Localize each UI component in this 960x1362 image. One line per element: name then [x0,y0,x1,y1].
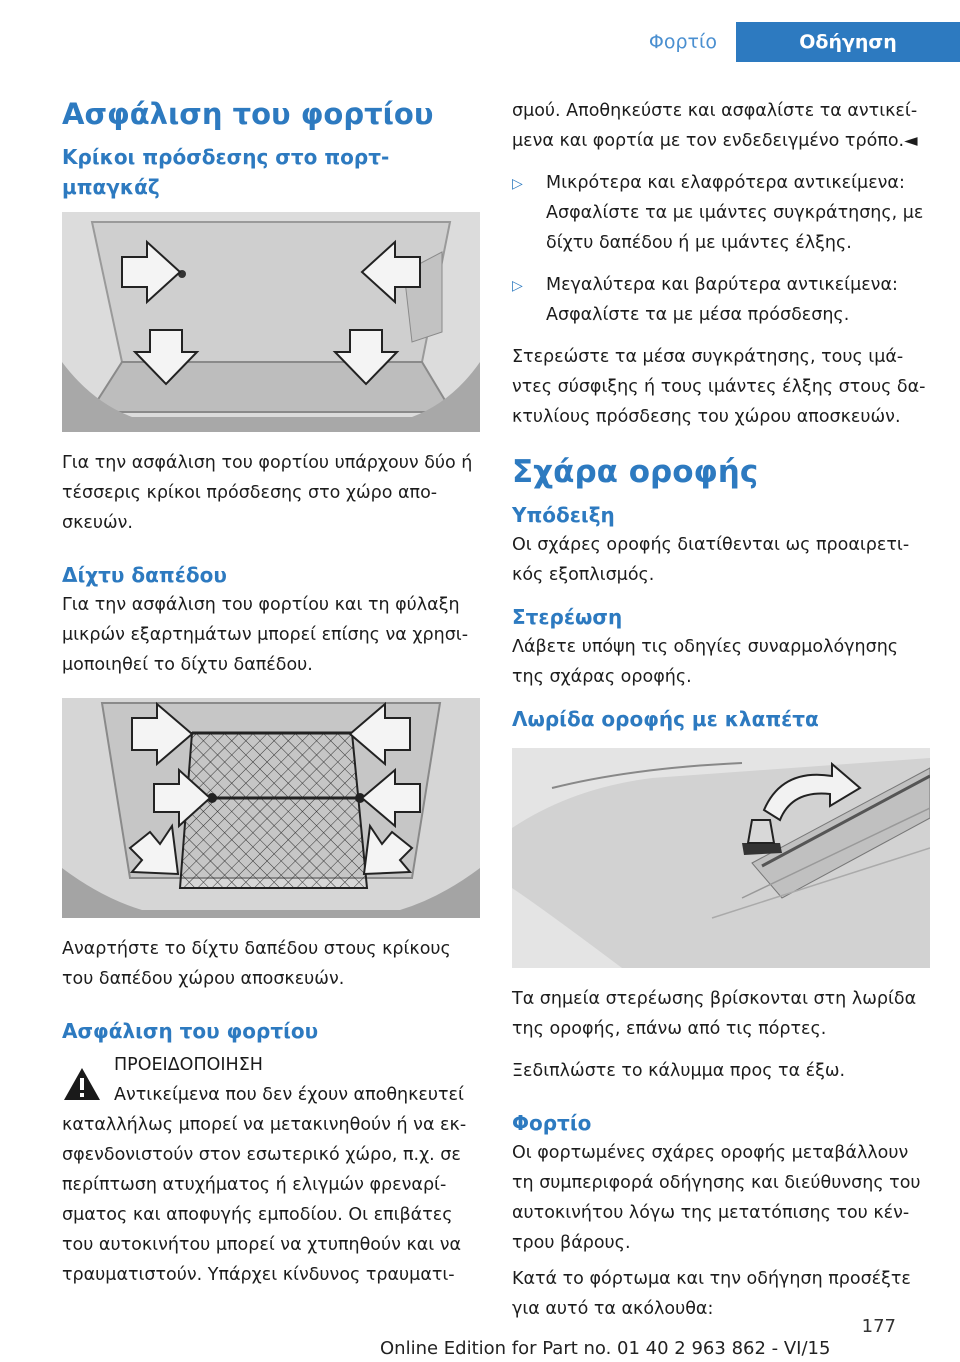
list-item [512,270,930,330]
subheading-securing-load: Ασφάλιση του φορτίου [62,1019,319,1043]
paragraph-note: Οι σχάρες οροφής διατίθενται ως προαιρετικός εξοπλισμός. [512,535,910,585]
triangle-bullet-icon: ▷ [512,278,523,294]
subheading-load: Φορτίο [512,1111,592,1135]
left-column [62,96,482,1290]
warning-continuation: σμού. Αποθηκεύστε και ασφαλίστε τα αντικείμενα και φορτία με τον ενδεδειγμένο τρόπο.◄ [512,101,918,151]
list-item-text: Μικρότερα και ελαφρότερα αντικείμενα: Ασφαλίστε τα με ιμάντες συγκράτησης, με δίχτυ δαπέδου ή με ιμάντες έλξης. [546,173,924,253]
section-tab[interactable]: Φορτίο [648,31,718,53]
roof-strip-illustration [512,748,930,968]
subheading-note: Υπόδειξη [512,503,615,527]
roof-strip-figure [512,748,930,968]
paragraph-load-notes: Κατά το φόρτωμα και την οδήγηση προσέξτε για αυτό τα ακόλουθα: [512,1269,911,1319]
warning-triangle-icon [62,1050,114,1110]
trunk-tie-down-figure [62,212,480,432]
subheading-mounting: Στερέωση [512,605,623,629]
section-title-roof-rack: Σχάρα οροφής [512,454,759,490]
subheading-tie-downs: Κρίκοι πρόσδεσης στο πορτ-μπαγκάζ [62,145,390,199]
triangle-bullet-icon: ▷ [512,176,523,192]
list-item-text: Μεγαλύτερα και βαρύτερα αντικείμενα: Ασφαλίστε τα με μέσα πρόσδεσης. [546,275,898,325]
paragraph-floor-net: Για την ασφάλιση του φορτίου και τη φύλαξη μικρών εξαρτημάτων μπορεί επίσης να χρησιμοποιηθεί το δίχτυ δαπέδου. [62,595,469,675]
subheading-floor-net: Δίχτυ δαπέδου [62,563,227,587]
edition-text: Online Edition for Part no. 01 40 2 963 862 - VI/15 [380,1338,831,1359]
chapter-tab[interactable]: Οδήγηση [736,22,960,62]
list-item [512,168,930,258]
paragraph-tie-downs: Για την ασφάλιση του φορτίου υπάρχουν δύο ή τέσσερις κρίκοι πρόσδεσης στο χώρο αποσκευών. [62,453,473,533]
paragraph-load-behavior: Οι φορτωμένες σχάρες οροφής μεταβάλλουν τη συμπεριφορά οδήγησης και διεύθυνσης του αυτοκινήτου λόγω της μετατόπισης του κέντρου βάρους. [512,1143,921,1253]
paragraph-unfold-cover: Ξεδιπλώστε το κάλυμμα προς τα έξω. [512,1061,846,1081]
page-footer [0,1316,960,1362]
page-number: 177 [861,1316,896,1337]
warning-text: καταλλήλως μπορεί να μετακινηθούν ή να εκσφενδονιστούν στον εσωτερικό χώρο, π.χ. σε περίπτωση ατυχήματος ή ελιγμών φρεναρίσματος και αποφυγής εμποδίου. Οι επιβάτες του αυτοκινήτου μπορεί να χτυπηθούν και να τραυματιστούν. Υπάρχει κίνδυνος τραυματι- [62,1115,467,1285]
floor-net-illustration [62,698,480,918]
warning-block [62,1050,482,1110]
paragraph-fastening: Στερεώστε τα μέσα συγκράτησης, τους ιμάντες σύσφιξης ή τους ιμάντες έλξης στους δακτυλίους πρόσδεσης του χώρου αποσκευών. [512,347,926,427]
paragraph-mount-points: Τα σημεία στερέωσης βρίσκονται στη λωρίδα της οροφής, επάνω από τις πόρτες. [512,989,917,1039]
trunk-illustration [62,212,480,432]
warning-first-line: Αντικείμενα που δεν έχουν αποθηκευτεί [114,1085,464,1105]
right-column [512,96,930,1324]
section-title: Ασφάλιση του φορτίου [62,97,434,131]
paragraph-attach-net: Αναρτήστε το δίχτυ δαπέδου στους κρίκους του δαπέδου χώρου αποσκευών. [62,939,451,989]
header-tabs [0,0,960,62]
warning-heading: ΠΡΟΕΙΔΟΠΟΙΗΣΗ [114,1055,263,1075]
paragraph-mounting: Λάβετε υπόψη τις οδηγίες συναρμολόγησης της σχάρας οροφής. [512,637,899,687]
floor-net-figure [62,698,480,918]
subheading-roof-strip: Λωρίδα οροφής με κλαπέτα [512,707,819,731]
